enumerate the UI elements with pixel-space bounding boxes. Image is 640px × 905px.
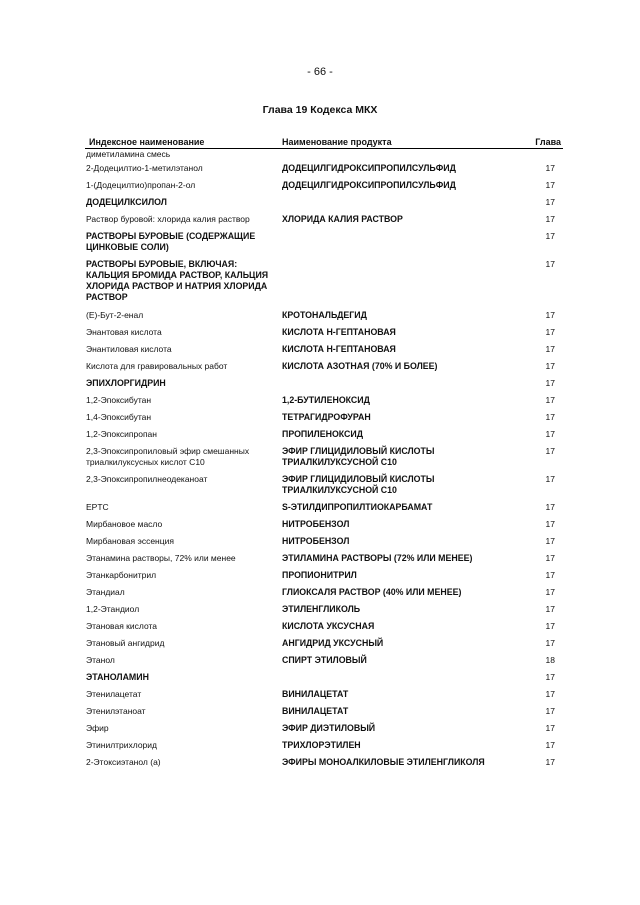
index-name-cell: Этенилэтаноат (86, 706, 146, 716)
chapter-cell: 17 (545, 395, 555, 405)
index-name-cell: (Е)-Бут-2-енал (86, 310, 144, 320)
chapter-cell: 17 (545, 344, 555, 354)
index-name-cell: 2,3-Эпоксипропилнеодеканоат (86, 474, 208, 484)
product-name-cell (282, 259, 522, 306)
table-row (85, 378, 563, 391)
product-name-cell: ДОДЕЦИЛГИДРОКСИПРОПИЛСУЛЬФИД (282, 163, 456, 173)
product-name-cell (282, 149, 522, 159)
table-row (85, 344, 563, 357)
table-row (85, 587, 563, 600)
index-name-cell: 1,2-Этандиол (86, 604, 140, 614)
chapter-cell: 17 (545, 706, 555, 716)
chemicals-index-table (85, 135, 563, 781)
table-body (85, 149, 563, 781)
product-name-cell: ПРОПИЛЕНОКСИД (282, 429, 363, 439)
index-name-cell: Энантовая кислота (86, 327, 162, 337)
index-name-cell: Мирбановое масло (86, 519, 163, 529)
table-row (85, 689, 563, 702)
table-row (85, 197, 563, 210)
index-name-cell: Этановый ангидрид (86, 638, 165, 648)
chapter-cell: 17 (545, 604, 555, 614)
table-row (85, 214, 563, 227)
index-name-cell: ДОДЕЦИЛКСИЛОЛ (86, 197, 167, 207)
table-row (85, 474, 563, 498)
product-name-cell: ГЛИОКСАЛЯ РАСТВОР (40% ИЛИ МЕНЕЕ) (282, 587, 462, 597)
product-name-cell: ЭФИР ГЛИЦИДИЛОВЫЙ КИСЛОТЫ ТРИАЛКИЛУКСУСНОЙ С10 (282, 446, 435, 467)
index-name-cell: ЭПИХЛОРГИДРИН (86, 378, 166, 388)
index-name-cell: Мирбановая эссенция (86, 536, 174, 546)
index-name-cell: 1,2-Эпоксипропан (86, 429, 157, 439)
index-name-cell: Кислота для гравировальных работ (86, 361, 228, 371)
chapter-cell: 17 (545, 310, 555, 320)
product-name-cell: НИТРОБЕНЗОЛ (282, 536, 350, 546)
chapter-cell: 17 (545, 536, 555, 546)
index-name-cell: Этанол (86, 655, 115, 665)
chapter-cell: 17 (545, 519, 555, 529)
chapter-cell: 17 (545, 412, 555, 422)
chapter-cell: 17 (545, 327, 555, 337)
product-name-cell: ЭТИЛАМИНА РАСТВОРЫ (72% ИЛИ МЕНЕЕ) (282, 553, 473, 563)
index-name-cell: Этинилтрихлорид (86, 740, 157, 750)
product-name-cell: НИТРОБЕНЗОЛ (282, 519, 350, 529)
table-row (85, 502, 563, 515)
index-name-cell: РАСТВОРЫ БУРОВЫЕ (СОДЕРЖАЩИЕ ЦИНКОВЫЕ СОЛИ) (86, 231, 256, 252)
product-name-cell (282, 197, 522, 210)
index-name-cell: 1,4-Эпоксибутан (86, 412, 152, 422)
chapter-cell: 17 (545, 214, 555, 224)
table-row (85, 655, 563, 668)
product-name-cell: ВИНИЛАЦЕТАТ (282, 706, 349, 716)
index-name-cell: ЭТАНОЛАМИН (86, 672, 149, 682)
product-name-cell: КИСЛОТА АЗОТНАЯ (70% И БОЛЕЕ) (282, 361, 438, 371)
chapter-cell: 17 (545, 197, 555, 207)
chapter-cell: 17 (545, 163, 555, 173)
index-name-cell: диметиламина смесь (86, 149, 171, 159)
product-name-cell: ЭФИРЫ МОНОАЛКИЛОВЫЕ ЭТИЛЕНГЛИКОЛЯ (282, 757, 485, 767)
chapter-cell: 17 (545, 638, 555, 648)
chapter-cell: 17 (545, 723, 555, 733)
table-row (85, 740, 563, 753)
product-name-cell: 1,2-БУТИЛЕНОКСИД (282, 395, 370, 405)
product-name-cell: КРОТОНАЛЬДЕГИД (282, 310, 367, 320)
index-name-cell: Эфир (86, 723, 109, 733)
table-header (85, 135, 563, 149)
chapter-cell: 18 (545, 655, 555, 665)
table-row (85, 412, 563, 425)
page-title: Глава 19 Кодекса МКХ (262, 104, 378, 116)
product-name-cell: АНГИДРИД УКСУСНЫЙ (282, 638, 384, 648)
table-row (85, 149, 563, 159)
product-name-cell: ДОДЕЦИЛГИДРОКСИПРОПИЛСУЛЬФИД (282, 180, 456, 190)
product-name-cell: ЭТИЛЕНГЛИКОЛЬ (282, 604, 361, 614)
table-row (85, 604, 563, 617)
index-name-cell: 2-Этоксиэтанол (а) (86, 757, 161, 767)
product-name-cell: ВИНИЛАЦЕТАТ (282, 689, 349, 699)
product-name-cell: КИСЛОТА Н-ГЕПТАНОВАЯ (282, 344, 396, 354)
index-name-cell: Этенилацетат (86, 689, 142, 699)
index-name-cell: 2-Додецилтио-1-метилэтанол (86, 163, 203, 173)
product-name-cell: ТЕТРАГИДРОФУРАН (282, 412, 371, 422)
index-name-cell: Раствор буровой: хлорида калия раствор (86, 214, 250, 224)
product-name-cell (282, 378, 522, 391)
table-row (85, 757, 563, 781)
table-row (85, 180, 563, 193)
header-product-name: Наименование продукта (282, 137, 392, 147)
index-name-cell: Этановая кислота (86, 621, 158, 631)
table-row (85, 553, 563, 566)
index-name-cell: 2,3-Эпоксипропиловый эфир смешанных триалкилуксусных кислот С10 (86, 446, 250, 467)
page-number: - 66 - (307, 66, 333, 78)
product-name-cell (282, 231, 522, 255)
table-row (85, 621, 563, 634)
product-name-cell: ПРОПИОНИТРИЛ (282, 570, 357, 580)
table-row (85, 231, 563, 255)
chapter-cell: 17 (545, 378, 555, 388)
product-name-cell: СПИРТ ЭТИЛОВЫЙ (282, 655, 367, 665)
table-row (85, 723, 563, 736)
product-name-cell: ЭФИР ДИЭТИЛОВЫЙ (282, 723, 376, 733)
table-row (85, 446, 563, 470)
table-row (85, 570, 563, 583)
table-row (85, 395, 563, 408)
chapter-cell (522, 149, 563, 159)
chapter-cell: 17 (545, 587, 555, 597)
table-row (85, 429, 563, 442)
chapter-cell: 17 (545, 553, 555, 563)
product-name-cell: ХЛОРИДА КАЛИЯ РАСТВОР (282, 214, 403, 224)
table-row (85, 361, 563, 374)
chapter-cell: 17 (545, 361, 555, 371)
chapter-cell: 17 (545, 570, 555, 580)
product-name-cell: ЭФИР ГЛИЦИДИЛОВЫЙ КИСЛОТЫ ТРИАЛКИЛУКСУСНОЙ С10 (282, 474, 435, 495)
table-row (85, 672, 563, 685)
table-row (85, 259, 563, 306)
index-name-cell: Этанамина растворы, 72% или менее (86, 553, 236, 563)
chapter-cell: 17 (545, 231, 555, 241)
index-name-cell: РАСТВОРЫ БУРОВЫЕ, ВКЛЮЧАЯ: КАЛЬЦИЯ БРОМИДА РАСТВОР, КАЛЬЦИЯ ХЛОРИДА РАСТВОР И НАТРИЯ ХЛОРИДА РАСТВОР (86, 259, 269, 302)
chapter-cell: 17 (545, 446, 555, 456)
table-row (85, 536, 563, 549)
chapter-cell: 17 (545, 672, 555, 682)
header-index-name: Индексное наименование (89, 137, 205, 147)
index-name-cell: 1-(Додецилтио)пропан-2-ол (86, 180, 196, 190)
chapter-cell: 17 (545, 740, 555, 750)
product-name-cell: КИСЛОТА Н-ГЕПТАНОВАЯ (282, 327, 396, 337)
product-name-cell: S-ЭТИЛДИПРОПИЛТИОКАРБАМАТ (282, 502, 433, 512)
table-row (85, 519, 563, 532)
chapter-cell: 17 (545, 259, 555, 269)
table-row (85, 310, 563, 323)
index-name-cell: Этанкарбонитрил (86, 570, 157, 580)
product-name-cell: ТРИХЛОРЭТИЛЕН (282, 740, 361, 750)
chapter-cell: 17 (545, 429, 555, 439)
chapter-cell: 17 (545, 621, 555, 631)
table-row (85, 327, 563, 340)
product-name-cell (282, 672, 522, 685)
chapter-cell: 17 (545, 757, 555, 767)
chapter-cell: 17 (545, 502, 555, 512)
index-name-cell: Энантиловая кислота (86, 344, 172, 354)
table-row (85, 163, 563, 176)
table-row (85, 638, 563, 651)
chapter-cell: 17 (545, 180, 555, 190)
table-row (85, 706, 563, 719)
chapter-cell: 17 (545, 474, 555, 484)
index-name-cell: Этандиал (86, 587, 125, 597)
product-name-cell: КИСЛОТА УКСУСНАЯ (282, 621, 375, 631)
index-name-cell: EPTC (86, 502, 109, 512)
index-name-cell: 1,2-Эпоксибутан (86, 395, 152, 405)
header-chapter: Глава (535, 137, 561, 147)
chapter-cell: 17 (545, 689, 555, 699)
